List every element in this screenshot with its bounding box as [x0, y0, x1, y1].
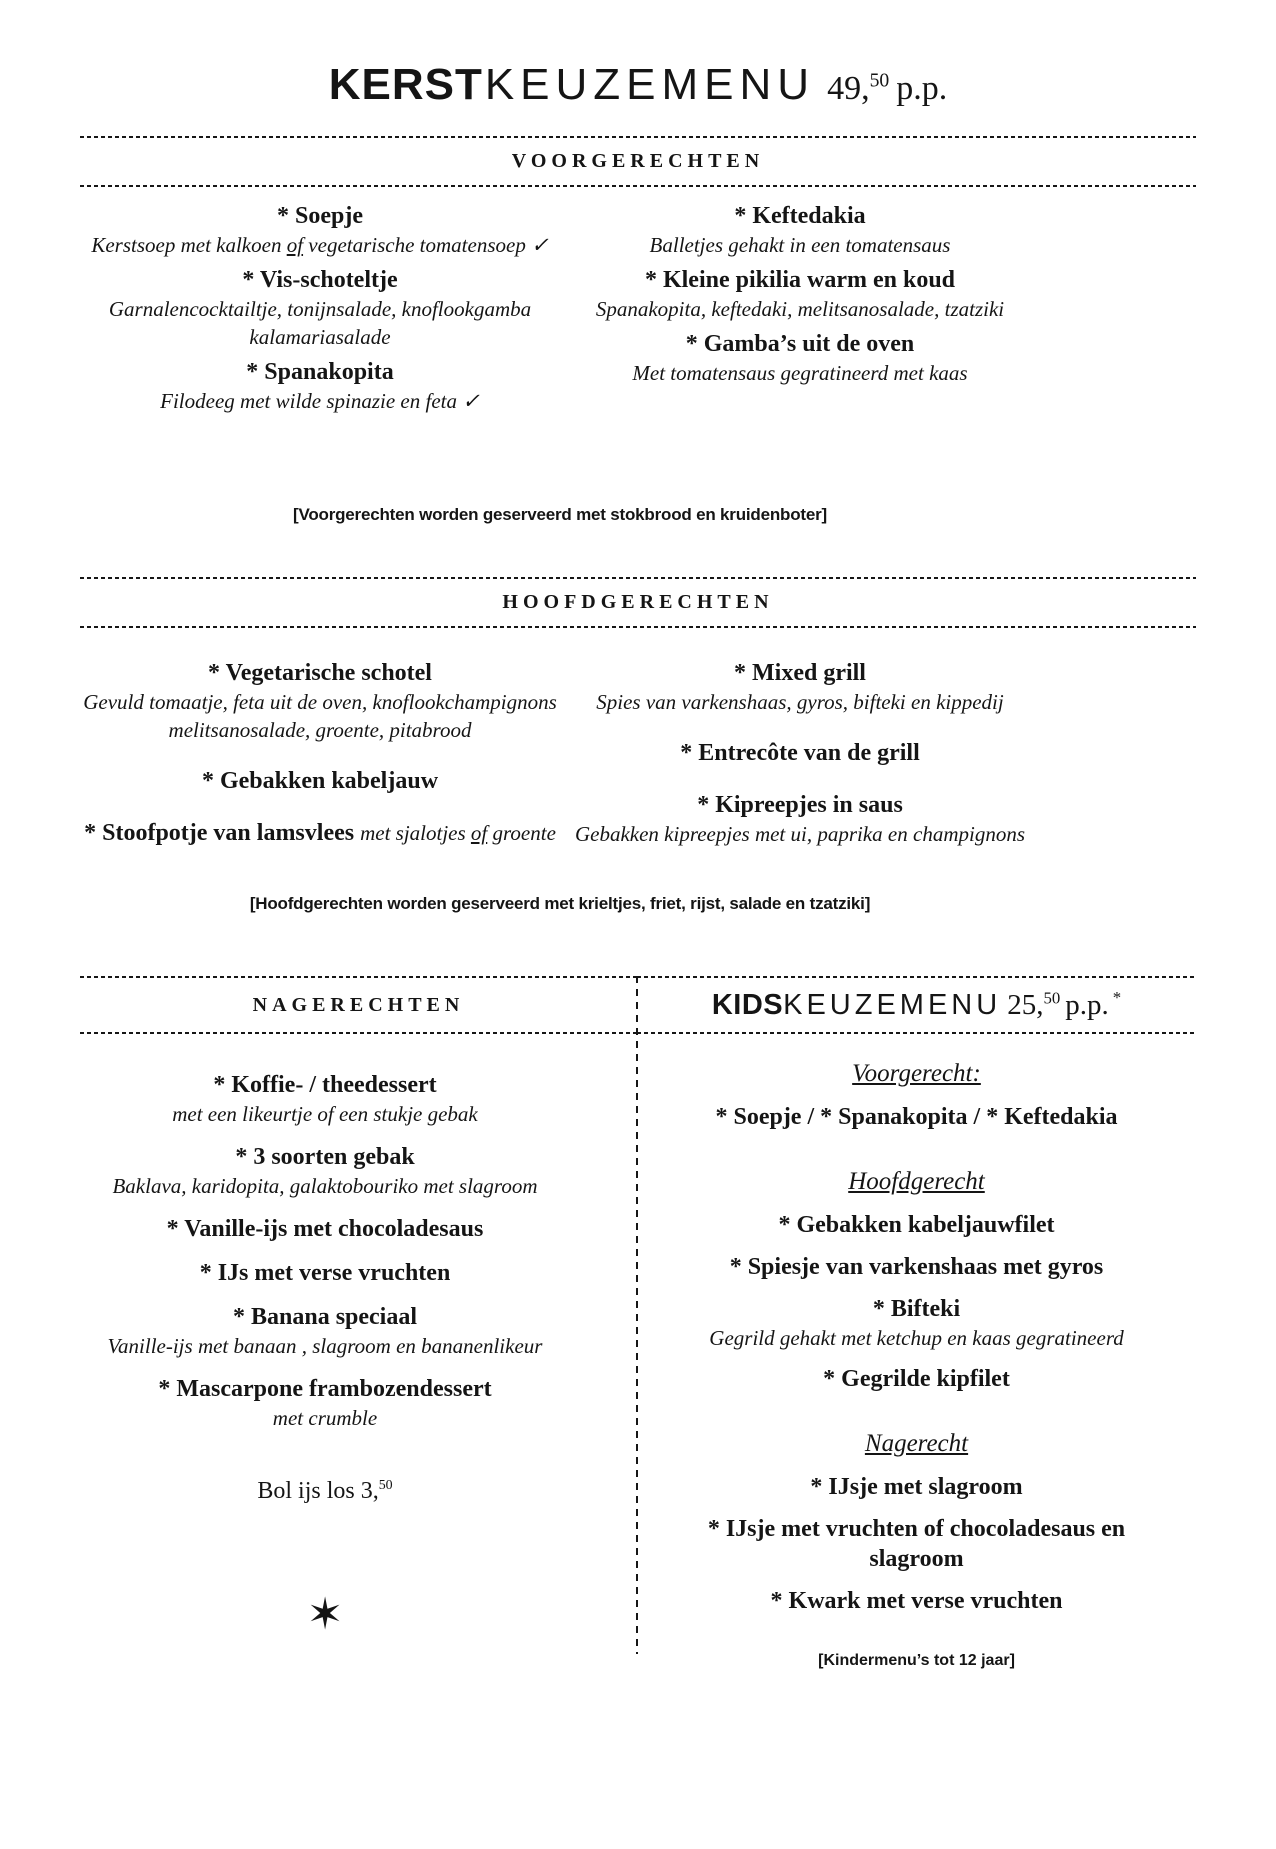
nagerechten-header — [80, 978, 637, 1032]
dish-description: Balletjes gehakt in een tomatensaus — [649, 233, 951, 257]
kids-dish-voorgerecht-keuze — [637, 1102, 1196, 1132]
kids-footnote-asterisk: * — [1112, 987, 1122, 1007]
dish-description: Gebakken kipreepjes met ui, paprika en champignons — [574, 822, 1025, 846]
desc-segment: vegetarische tomatensoep ✓ — [303, 233, 549, 257]
dish-keftedakia — [560, 201, 1040, 259]
footnote-asterisk-icon: ✶ — [306, 1589, 344, 1640]
price-amount: 49, — [827, 70, 870, 107]
dish-name: * Bifteki — [872, 1296, 961, 1322]
loose-scoop-cents: 50 — [378, 1478, 393, 1493]
dish-description: met een likeurtje of een stukje gebak — [172, 1102, 478, 1126]
dish-banana-speciaal — [80, 1302, 570, 1360]
hoofdgerechten-serving-note: [Hoofdgerechten worden geserveerd met krieltjes, friet, rijst, salade en tzatziki] — [249, 894, 871, 913]
loose-scoop-price — [80, 1478, 570, 1505]
dish-vanille-ijs-chocoladesaus — [80, 1214, 570, 1244]
dish-description: met crumble — [272, 1406, 378, 1430]
dish-name: * Gebakken kabeljauw — [201, 768, 439, 794]
dish-name — [80, 818, 560, 848]
dish-description: Gegrild gehakt met ketchup en kaas gegratineerd — [709, 1326, 1124, 1350]
price-cents: 50 — [869, 69, 890, 92]
dish-gebakken-kabeljauw — [80, 766, 560, 796]
title-price — [827, 70, 947, 107]
title-brand: KERST — [328, 60, 483, 109]
section-voorgerechten — [80, 189, 1040, 415]
dish-name: * Mixed grill — [734, 660, 866, 686]
kids-dish-gebakken-kabeljauwfilet — [637, 1210, 1196, 1240]
dish-name: * Spanakopita — [246, 359, 394, 385]
dish-soepje — [80, 201, 560, 259]
kidsmenu-age-note: [Kindermenu’s tot 12 jaar] — [818, 1652, 1015, 1669]
dish-name: * Kwark met verse vruchten — [770, 1588, 1063, 1614]
menu-page — [0, 60, 1276, 1670]
dish-name: * Gebakken kabeljauwfilet — [778, 1212, 1055, 1238]
section-heading-nagerechten: NAGERECHTEN — [252, 993, 465, 1016]
bottom-grid — [80, 976, 1196, 1670]
dashed-rule — [80, 626, 1196, 628]
dish-3-soorten-gebak — [80, 1142, 570, 1200]
dish-name: * Banana speciaal — [232, 1304, 418, 1330]
nagerechten-items — [80, 1070, 570, 1640]
kids-dish-kwark-verse-vruchten — [637, 1586, 1196, 1616]
dish-name: * Spiesje van varkenshaas met gyros — [729, 1254, 1104, 1280]
dish-spanakopita — [80, 357, 560, 415]
dish-entrecote-van-de-grill — [560, 738, 1040, 768]
dish-name: * Gegrilde kipfilet — [823, 1366, 1010, 1392]
dish-stoofpotje-van-lamsvlees — [80, 818, 560, 848]
voorgerechten-right-column — [560, 189, 1040, 415]
desc-segment: Kerstsoep met kalkoen — [91, 233, 287, 257]
voorgerechten-left-column — [80, 189, 560, 415]
kids-price-per-person: p.p. — [1065, 988, 1109, 1021]
dish-description: Baklava, karidopita, galaktobouriko met slagroom — [112, 1174, 538, 1198]
hoofdgerechten-left-column — [80, 630, 560, 848]
dish-name: * Keftedakia — [734, 203, 866, 229]
dish-inline-description — [360, 821, 556, 845]
dish-ijs-verse-vruchten — [80, 1258, 570, 1288]
dish-description: Gevuld tomaatje, feta uit de oven, knoflookchampignons melitsanosalade, groente, pitabrood — [83, 690, 557, 742]
dish-kleine-pikilia — [560, 265, 1040, 323]
section-nagerechten — [80, 976, 637, 1670]
dish-name: * IJsje met vruchten of chocoladesaus en slagroom — [707, 1516, 1126, 1572]
section-kidsmenu — [637, 976, 1196, 1670]
desc-underlined-word: of — [470, 821, 488, 845]
section-heading-hoofdgerechten: HOOFDGERECHTEN — [502, 591, 774, 613]
dish-name: * 3 soorten gebak — [235, 1144, 415, 1170]
dish-description: Filodeeg met wilde spinazie en feta ✓ — [160, 389, 480, 413]
dashed-rule — [80, 185, 1196, 187]
dish-description: Garnalencocktailtje, tonijnsalade, knoflookgamba kalamariasalade — [108, 297, 532, 349]
dish-name: * Vanille-ijs met chocoladesaus — [166, 1216, 484, 1242]
dish-description: Spies van varkenshaas, gyros, bifteki en kippedij — [596, 690, 1004, 714]
dish-name: * Soepje — [277, 203, 363, 229]
kids-course-label-nagerecht: Nagerecht — [864, 1430, 969, 1457]
dish-vis-schoteltje — [80, 265, 560, 351]
kids-price-amount: 25, — [1007, 988, 1044, 1021]
kids-dish-ijsje-vruchten-chocoladesaus — [637, 1514, 1196, 1574]
kids-dish-ijsje-slagroom — [637, 1472, 1196, 1502]
kids-title-word: KEUZEMENU — [783, 988, 1002, 1021]
dish-description — [80, 231, 560, 259]
kids-dish-bifteki — [637, 1294, 1196, 1352]
desc-segment: groente — [487, 821, 556, 845]
section-heading-voorgerechten: VOORGERECHTEN — [511, 150, 765, 172]
dish-name: * Mascarpone frambozendessert — [158, 1376, 492, 1402]
dish-description: Met tomatensaus gegratineerd met kaas — [632, 361, 968, 385]
dish-name: * Soepje / * Spanakopita / * Keftedakia — [715, 1104, 1118, 1130]
desc-underlined-word: of — [286, 233, 304, 257]
dish-description: Spanakopita, keftedaki, melitsanosalade, tzatziki — [595, 297, 1005, 321]
dish-vegetarische-schotel — [80, 658, 560, 744]
dish-name-text: * Stoofpotje van lamsvlees — [84, 820, 355, 846]
dish-name: * Koffie- / theedessert — [213, 1072, 437, 1098]
hoofdgerechten-right-column — [560, 630, 1040, 848]
kids-course-label-voorgerecht: Voorgerecht: — [852, 1060, 981, 1087]
dish-mixed-grill — [560, 658, 1040, 716]
dish-name: * IJsje met slagroom — [810, 1474, 1023, 1500]
dish-kipreepjes-in-saus — [560, 790, 1040, 848]
dish-name: * Kipreepjes in saus — [697, 792, 903, 818]
dish-name: * Entrecôte van de grill — [680, 740, 920, 766]
dish-name: * Gamba’s uit de oven — [685, 331, 915, 357]
section-hoofdgerechten — [80, 630, 1040, 848]
voorgerechten-serving-note: [Voorgerechten worden geserveerd met stokbrood en kruidenboter] — [292, 505, 828, 524]
dish-koffie-theedessert — [80, 1070, 570, 1128]
bottom-section — [80, 976, 1196, 1670]
kids-dish-gegrilde-kipfilet — [637, 1364, 1196, 1394]
dashed-rule — [637, 1032, 1196, 1034]
kids-course-label-hoofdgerecht: Hoofdgerecht — [848, 1168, 985, 1195]
kids-dish-spiesje-varkenshaas — [637, 1252, 1196, 1282]
kids-title-brand: KIDS — [711, 988, 784, 1021]
kidsmenu-header — [637, 978, 1196, 1032]
dish-mascarpone-frambozendessert — [80, 1374, 570, 1432]
kids-price-cents: 50 — [1043, 987, 1061, 1007]
loose-scoop-text: Bol ijs los 3, — [257, 1478, 379, 1504]
dish-description: Vanille-ijs met banaan , slagroom en bananenlikeur — [107, 1334, 543, 1358]
dashed-rule — [80, 1032, 637, 1034]
desc-segment: met sjalotjes — [360, 821, 471, 845]
dish-name: * Kleine pikilia warm en koud — [644, 267, 956, 293]
dish-name: * Vegetarische schotel — [208, 660, 432, 686]
kids-price — [1007, 989, 1121, 1022]
price-per-person: p.p. — [896, 70, 948, 107]
title-word: KEUZEMENU — [484, 60, 816, 109]
vertical-dashed-divider — [636, 976, 638, 1654]
page-title — [80, 60, 1196, 110]
dish-name: * IJs met verse vruchten — [199, 1260, 451, 1286]
dish-name: * Vis-schoteltje — [242, 267, 398, 293]
dish-gambas-uit-de-oven — [560, 329, 1040, 387]
